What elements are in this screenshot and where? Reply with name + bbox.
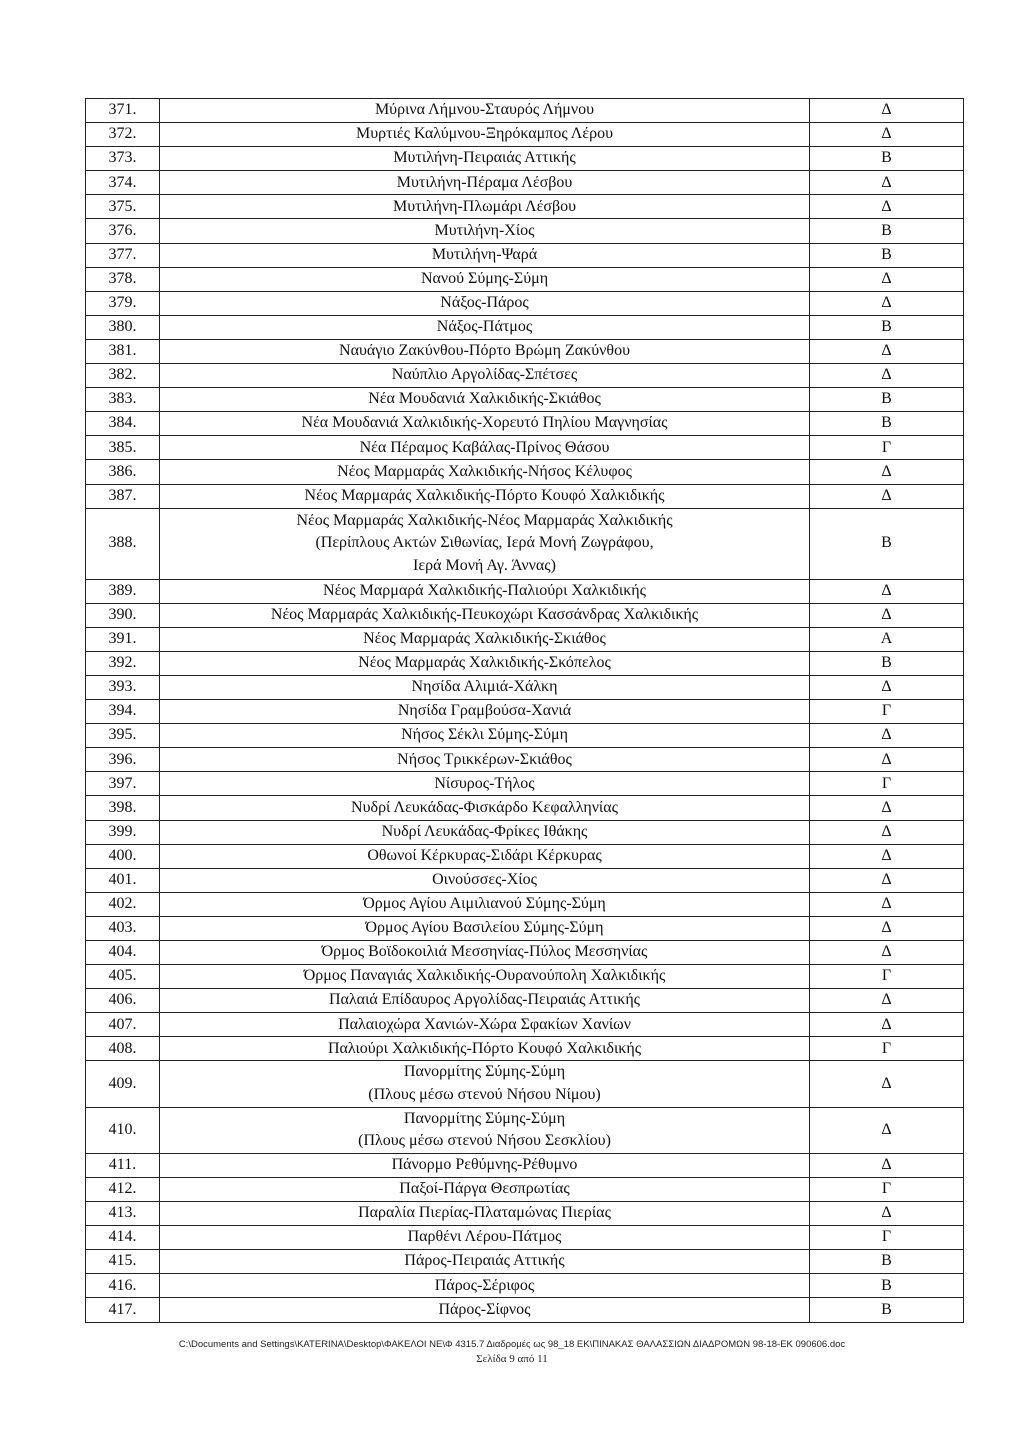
route-category: Γ [810,1177,964,1201]
row-number: 400. [86,844,160,868]
table-row [86,147,964,171]
row-number: 392. [86,651,160,675]
row-number: 412. [86,1177,160,1201]
route-name: Νέα Μουδανιά Χαλκιδικής-Σκιάθος [160,388,810,412]
route-name: Μυρτιές Καλύμνου-Ξηρόκαμπος Λέρου [160,123,810,147]
table-row [86,484,964,508]
row-number: 396. [86,748,160,772]
route-category: Γ [810,436,964,460]
route-name: Νάξος-Πάτμος [160,315,810,339]
route-name: Νυδρί Λευκάδας-Φρίκες Ιθάκης [160,820,810,844]
route-name: Νέος Μαρμαράς Χαλκιδικής-Πευκοχώρι Κασσάνδρας Χαλκιδικής [160,603,810,627]
route-category: Δ [810,99,964,123]
route-category: Β [810,1250,964,1274]
route-name: Μυτιλήνη-Πλωμάρι Λέσβου [160,195,810,219]
route-category: Γ [810,965,964,989]
row-number: 399. [86,820,160,844]
table-row [86,651,964,675]
route-category: Δ [810,844,964,868]
route-category: Δ [810,171,964,195]
route-category: Δ [810,748,964,772]
footer-file-path: C:\Documents and Settings\KATERINA\Desktop\ΦΑΚΕΛΟΙ ΝΕ\Φ 4315.7 Διαδρομές ως 98_18 ΕΚ\ΠΙΝΑΚΑΣ ΘΑΛΑΣΣΙΩΝ ΔΙΑΔΡΟΜΩΝ 98-18-ΕΚ 090606.doc [178,1339,846,1350]
row-number: 405. [86,965,160,989]
route-category: Β [810,243,964,267]
row-number: 377. [86,243,160,267]
table-row [86,1226,964,1250]
route-category: Γ [810,772,964,796]
row-number: 413. [86,1202,160,1226]
route-category: Δ [810,339,964,363]
route-category: Β [810,219,964,243]
table-row [86,989,964,1013]
route-name: Πάρος-Σίφνος [160,1298,810,1322]
route-category: Δ [810,1202,964,1226]
table-row [86,844,964,868]
route-name: Νήσος Σέκλι Σύμης-Σύμη [160,724,810,748]
table-row [86,291,964,315]
route-category: Β [810,651,964,675]
row-number: 404. [86,941,160,965]
row-number: 410. [86,1107,160,1153]
row-number: 409. [86,1061,160,1107]
row-number: 386. [86,460,160,484]
route-category: Δ [810,1107,964,1153]
row-number: 381. [86,339,160,363]
table-row [86,436,964,460]
route-category: Δ [810,195,964,219]
route-name: Νυδρί Λευκάδας-Φισκάρδο Κεφαλληνίας [160,796,810,820]
row-number: 403. [86,916,160,940]
row-number: 414. [86,1226,160,1250]
row-number: 416. [86,1274,160,1298]
row-number: 411. [86,1153,160,1177]
route-name: Νέος Μαρμαράς Χαλκιδικής-Νήσος Κέλυφος [160,460,810,484]
route-category: Δ [810,267,964,291]
row-number: 408. [86,1037,160,1061]
route-category: Β [810,388,964,412]
route-category: Δ [810,603,964,627]
route-category: Β [810,412,964,436]
route-category: Β [810,315,964,339]
table-row [86,820,964,844]
row-number: 379. [86,291,160,315]
route-name: Νησίδα Αλιμιά-Χάλκη [160,675,810,699]
row-number: 397. [86,772,160,796]
row-number: 415. [86,1250,160,1274]
row-number: 376. [86,219,160,243]
route-name: Πάρος-Πειραιάς Αττικής [160,1250,810,1274]
table-row [86,1250,964,1274]
table-row [86,1202,964,1226]
row-number: 374. [86,171,160,195]
route-category: Γ [810,1226,964,1250]
table-row [86,1107,964,1153]
route-category: Δ [810,675,964,699]
table-row [86,460,964,484]
table-row [86,868,964,892]
row-number: 385. [86,436,160,460]
route-name: Πανορμίτης Σύμης-Σύμη (Πλους μέσω στενού Νήσου Σεσκλίου) [160,1107,810,1153]
route-name: Όρμος Αγίου Βασιλείου Σύμης-Σύμη [160,916,810,940]
route-name: Παλιούρι Χαλκιδικής-Πόρτο Κουφό Χαλκιδικής [160,1037,810,1061]
route-name: Νίσυρος-Τήλος [160,772,810,796]
row-number: 398. [86,796,160,820]
row-number: 372. [86,123,160,147]
row-number: 382. [86,364,160,388]
route-category: Δ [810,123,964,147]
route-name: Νέος Μαρμαράς Χαλκιδικής-Σκιάθος [160,627,810,651]
route-name: Ναυάγιο Ζακύνθου-Πόρτο Βρώμη Ζακύνθου [160,339,810,363]
table-row [86,916,964,940]
table-row [86,796,964,820]
row-number: 383. [86,388,160,412]
table-row [86,315,964,339]
row-number: 388. [86,508,160,579]
route-category: Δ [810,941,964,965]
route-name: Μύρινα Λήμνου-Σταυρός Λήμνου [160,99,810,123]
route-name: Νήσος Τρικκέρων-Σκιάθος [160,748,810,772]
table-row [86,243,964,267]
row-number: 402. [86,892,160,916]
route-name: Ναύπλιο Αργολίδας-Σπέτσες [160,364,810,388]
route-category: Δ [810,291,964,315]
route-category: Δ [810,989,964,1013]
route-category: Δ [810,892,964,916]
table-row [86,412,964,436]
row-number: 417. [86,1298,160,1322]
route-name: Όρμος Αγίου Αιμιλιανού Σύμης-Σύμη [160,892,810,916]
row-number: 371. [86,99,160,123]
row-number: 394. [86,700,160,724]
row-number: 384. [86,412,160,436]
table-row [86,1177,964,1201]
table-row [86,675,964,699]
route-name: Νέος Μαρμαράς Χαλκιδικής-Σκόπελος [160,651,810,675]
row-number: 380. [86,315,160,339]
row-number: 395. [86,724,160,748]
route-name: Νέος Μαρμαράς Χαλκιδικής-Νέος Μαρμαράς Χαλκιδικής (Περίπλους Ακτών Σιθωνίας, Ιερά Μονή Ζωγράφου, Ιερά Μονή Αγ. Άννας) [160,508,810,579]
route-category: Δ [810,1153,964,1177]
route-category: Δ [810,820,964,844]
route-name: Μυτιλήνη-Πειραιάς Αττικής [160,147,810,171]
route-category: Δ [810,868,964,892]
table-row [86,1013,964,1037]
route-name: Νάξος-Πάρος [160,291,810,315]
table-row [86,219,964,243]
route-name: Οινούσσες-Χίος [160,868,810,892]
row-number: 378. [86,267,160,291]
route-category: Δ [810,1061,964,1107]
route-name: Πανορμίτης Σύμης-Σύμη (Πλους μέσω στενού Νήσου Νίμου) [160,1061,810,1107]
table-row [86,1153,964,1177]
table-row [86,1298,964,1322]
route-category: Δ [810,1013,964,1037]
route-name: Παλαιοχώρα Χανιών-Χώρα Σφακίων Χανίων [160,1013,810,1037]
route-category: Γ [810,700,964,724]
table-row [86,267,964,291]
table-row [86,1037,964,1061]
footer-page-number: Σελίδα 9 από 11 [476,1353,548,1365]
route-name: Όρμος Παναγιάς Χαλκιδικής-Ουρανούπολη Χαλκιδικής [160,965,810,989]
route-name: Νέα Πέραμος Καβάλας-Πρίνος Θάσου [160,436,810,460]
table-row [86,965,964,989]
route-name: Νέος Μαρμαρά Χαλκιδικής-Παλιούρι Χαλκιδικής [160,579,810,603]
route-category: Δ [810,460,964,484]
route-name: Παρθένι Λέρου-Πάτμος [160,1226,810,1250]
route-name: Μυτιλήνη-Πέραμα Λέσβου [160,171,810,195]
route-name: Οθωνοί Κέρκυρας-Σιδάρι Κέρκυρας [160,844,810,868]
table-row [86,195,964,219]
route-name: Πάνορμο Ρεθύμνης-Ρέθυμνο [160,1153,810,1177]
row-number: 390. [86,603,160,627]
table-row [86,123,964,147]
route-category: Δ [810,796,964,820]
table-row [86,388,964,412]
route-name: Όρμος Βοϊδοκοιλιά Μεσσηνίας-Πύλος Μεσσηνίας [160,941,810,965]
route-category: Δ [810,364,964,388]
route-category: Β [810,147,964,171]
table-row [86,99,964,123]
row-number: 387. [86,484,160,508]
table-row [86,508,964,579]
route-category: Α [810,627,964,651]
row-number: 391. [86,627,160,651]
table-row [86,627,964,651]
route-name: Μυτιλήνη-Χίος [160,219,810,243]
route-category: Δ [810,484,964,508]
table-row [86,748,964,772]
routes-table [85,98,964,1323]
route-category: Β [810,1274,964,1298]
route-name: Νησίδα Γραμβούσα-Χανιά [160,700,810,724]
table-row [86,772,964,796]
table-row [86,941,964,965]
route-category: Δ [810,916,964,940]
row-number: 373. [86,147,160,171]
row-number: 393. [86,675,160,699]
route-name: Νανού Σύμης-Σύμη [160,267,810,291]
table-row [86,364,964,388]
route-name: Παξοί-Πάργα Θεσπρωτίας [160,1177,810,1201]
route-category: Γ [810,1037,964,1061]
route-category: Δ [810,579,964,603]
table-row [86,603,964,627]
table-row [86,339,964,363]
row-number: 401. [86,868,160,892]
routes-body [86,99,964,1323]
route-category: Β [810,508,964,579]
row-number: 407. [86,1013,160,1037]
row-number: 406. [86,989,160,1013]
table-row [86,1274,964,1298]
route-name: Πάρος-Σέριφος [160,1274,810,1298]
route-name: Νέα Μουδανιά Χαλκιδικής-Χορευτό Πηλίου Μαγνησίας [160,412,810,436]
table-row [86,579,964,603]
route-category: Δ [810,724,964,748]
table-row [86,1061,964,1107]
route-name: Παλαιά Επίδαυρος Αργολίδας-Πειραιάς Αττικής [160,989,810,1013]
route-name: Νέος Μαρμαράς Χαλκιδικής-Πόρτο Κουφό Χαλκιδικής [160,484,810,508]
route-category: Β [810,1298,964,1322]
route-name: Παραλία Πιερίας-Πλαταμώνας Πιερίας [160,1202,810,1226]
row-number: 375. [86,195,160,219]
route-name: Μυτιλήνη-Ψαρά [160,243,810,267]
table-row [86,700,964,724]
table-row [86,892,964,916]
row-number: 389. [86,579,160,603]
table-row [86,724,964,748]
table-row [86,171,964,195]
